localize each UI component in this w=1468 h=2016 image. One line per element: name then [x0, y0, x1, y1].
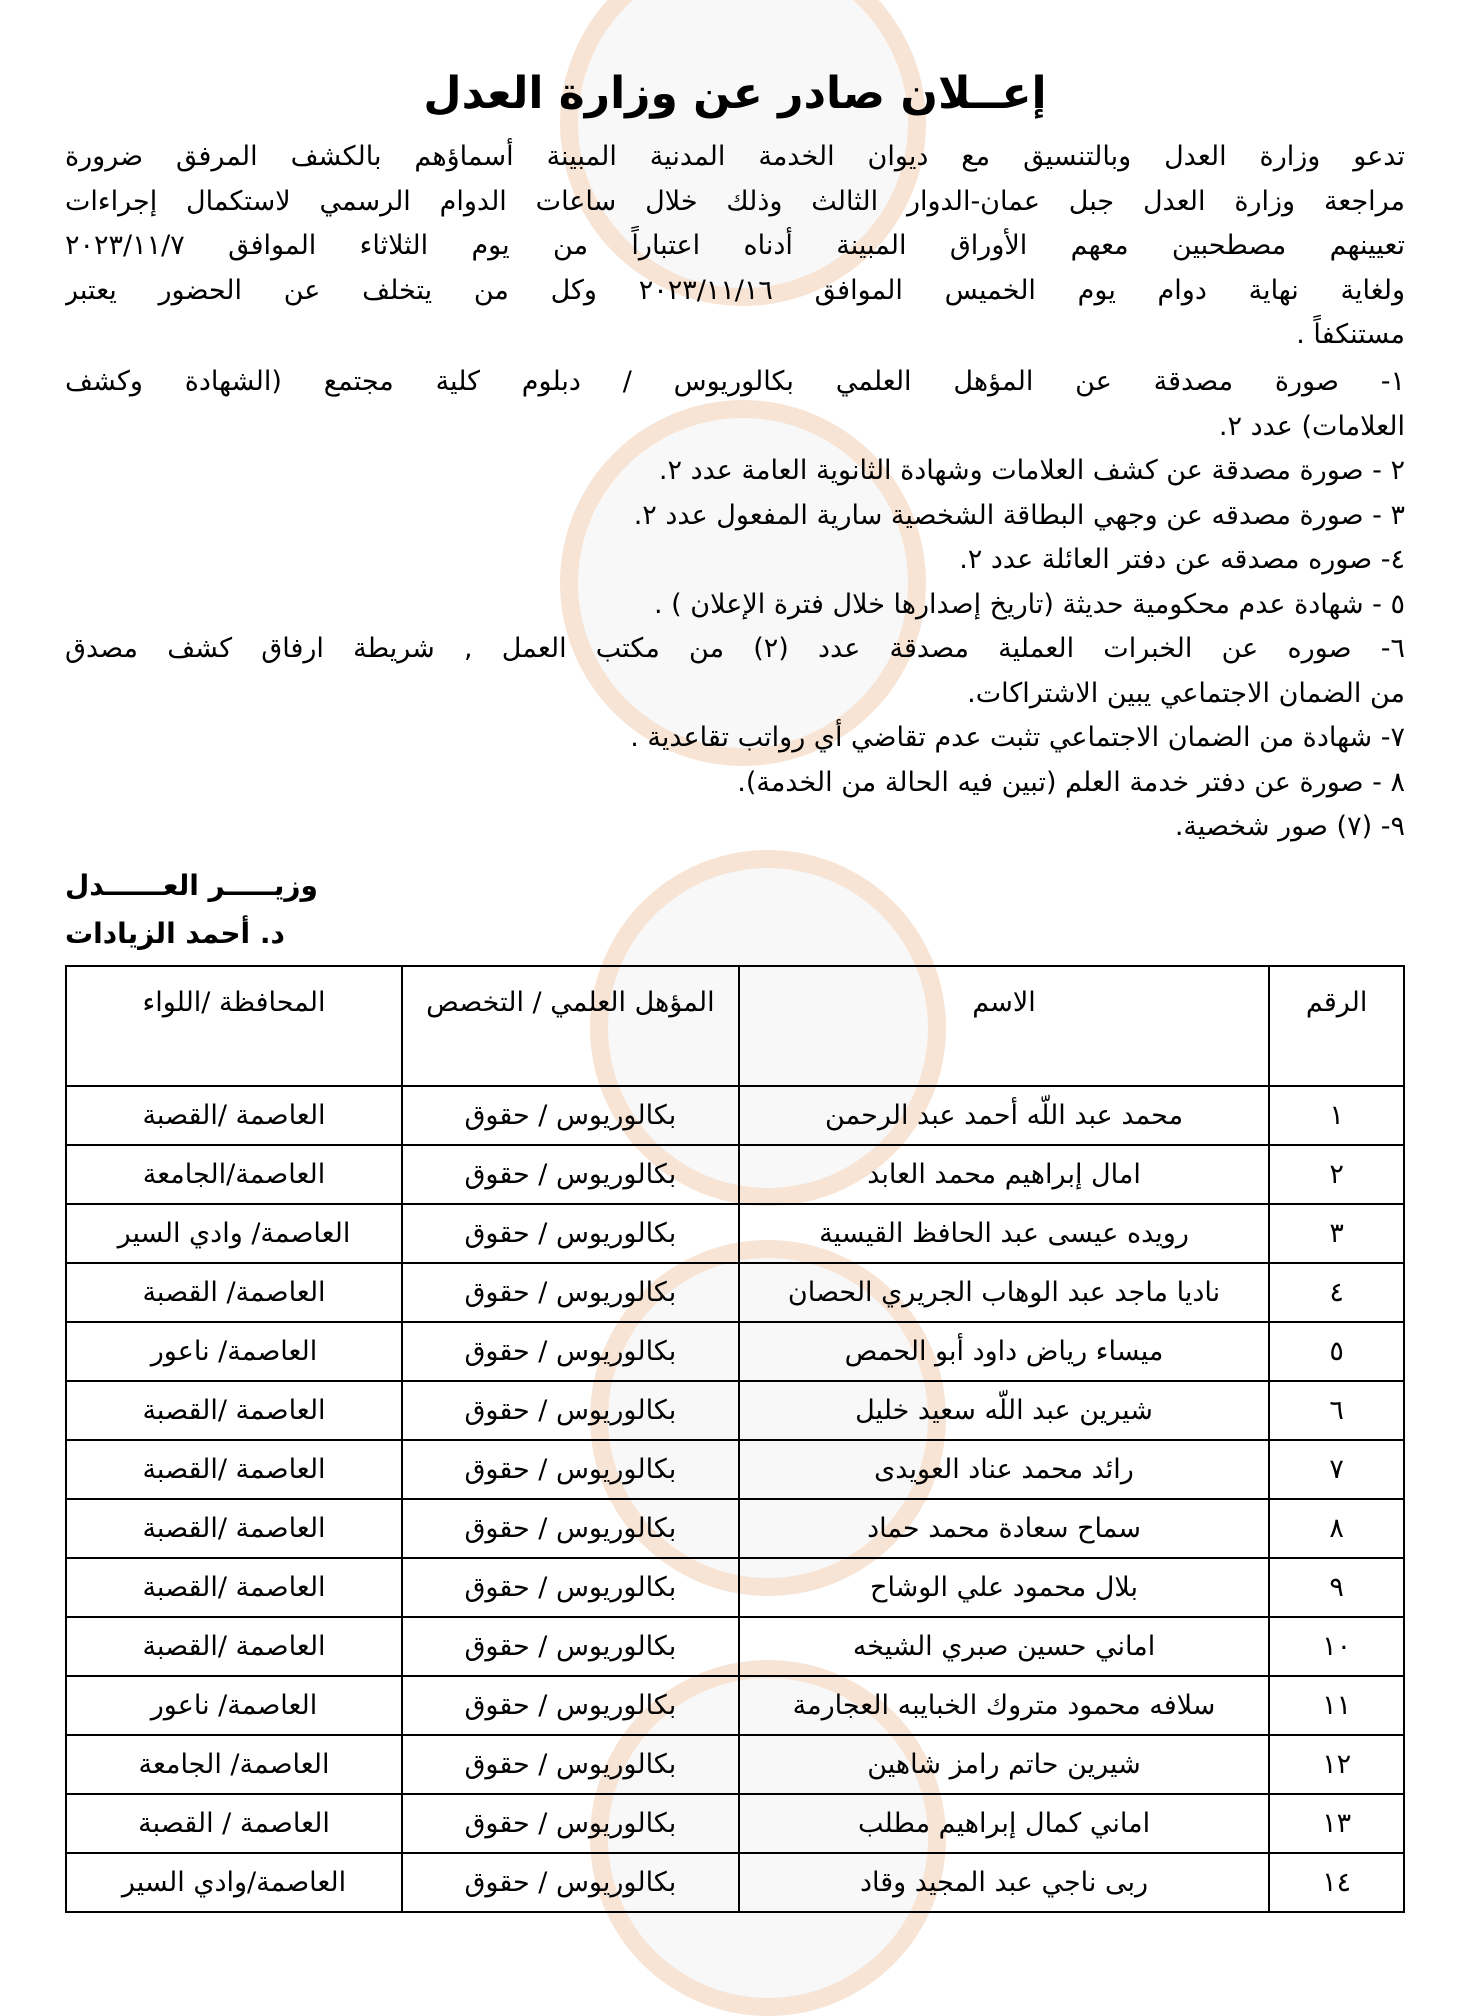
table-row	[66, 1617, 1404, 1676]
table-row	[66, 1499, 1404, 1558]
cell-qualification: بكالوريوس / حقوق	[402, 1322, 739, 1381]
cell-qualification: بكالوريوس / حقوق	[402, 1204, 739, 1263]
table-header-row	[66, 966, 1404, 1086]
intro-line: تعيينهم مصطحبين معهم الأوراق المبينة أدناه اعتباراً من يوم الثلاثاء الموافق ٢٠٢٣/١١/٧	[65, 230, 1405, 261]
cell-number: ١١	[1269, 1676, 1404, 1735]
cell-qualification: بكالوريوس / حقوق	[402, 1853, 739, 1912]
intro-line: مستنكفاً .	[1296, 319, 1405, 350]
cell-qualification: بكالوريوس / حقوق	[402, 1617, 739, 1676]
cell-qualification: بكالوريوس / حقوق	[402, 1440, 739, 1499]
cell-name: اماني كمال إبراهيم مطلب	[739, 1794, 1270, 1853]
table-row	[66, 1853, 1404, 1912]
cell-governorate: العاصمة /القصبة	[66, 1558, 402, 1617]
cell-qualification: بكالوريوس / حقوق	[402, 1794, 739, 1853]
cell-number: ٩	[1269, 1558, 1404, 1617]
minister-name: د. أحمد الزيادات	[65, 917, 285, 950]
requirement-item: ٥ - شهادة عدم محكومية حديثة (تاريخ إصدارها خلال فترة الإعلان ) .	[654, 588, 1405, 620]
cell-number: ٤	[1269, 1263, 1404, 1322]
requirement-item: ٣ - صورة مصدقه عن وجهي البطاقة الشخصية سارية المفعول عدد ٢.	[633, 499, 1405, 531]
requirements-list	[65, 360, 1405, 850]
requirement-item: ٨ - صورة عن دفتر خدمة العلم (تبين فيه الحالة من الخدمة).	[737, 766, 1405, 798]
cell-number: ١٢	[1269, 1735, 1404, 1794]
cell-governorate: العاصمة / القصبة	[66, 1794, 402, 1853]
header-governorate: المحافظة /اللواء	[66, 966, 402, 1086]
cell-name: شيرين حاتم رامز شاهين	[739, 1735, 1270, 1794]
cell-name: بلال محمود علي الوشاح	[739, 1558, 1270, 1617]
cell-number: ١٤	[1269, 1853, 1404, 1912]
cell-name: سماح سعادة محمد حماد	[739, 1499, 1270, 1558]
requirement-item: ٤- صوره مصدقه عن دفتر العائلة عدد ٢.	[959, 544, 1405, 575]
intro-paragraph	[65, 135, 1405, 358]
cell-qualification: بكالوريوس / حقوق	[402, 1735, 739, 1794]
cell-qualification: بكالوريوس / حقوق	[402, 1086, 739, 1145]
table-row	[66, 1558, 1404, 1617]
intro-line: تدعو وزارة العدل وبالتنسيق مع ديوان الخدمة المدنية المبينة أسماؤهم بالكشف المرفق ضرورة	[65, 141, 1405, 172]
cell-governorate: العاصمة/ وادي السير	[66, 1204, 402, 1263]
header-name: الاسم	[739, 966, 1270, 1086]
requirement-item: ٩- (٧) صور شخصية.	[1174, 811, 1405, 842]
cell-governorate: العاصمة/ ناعور	[66, 1322, 402, 1381]
cell-name: سلافه محمود متروك الخبايبه العجارمة	[739, 1676, 1270, 1735]
cell-number: ٧	[1269, 1440, 1404, 1499]
intro-line: ولغاية نهاية دوام يوم الخميس الموافق ٢٠٢٣/١١/١٦ وكل من يتخلف عن الحضور يعتبر	[65, 274, 1405, 306]
cell-qualification: بكالوريوس / حقوق	[402, 1499, 739, 1558]
requirement-item: ١- صورة مصدقة عن المؤهل العلمي بكالوريوس / دبلوم كلية مجتمع (الشهادة وكشف	[65, 366, 1405, 397]
table-row	[66, 1145, 1404, 1204]
table-row	[66, 1676, 1404, 1735]
header-number: الرقم	[1269, 966, 1404, 1086]
appointees-table	[65, 965, 1405, 1913]
cell-name: رويده عيسى عبد الحافظ القيسية	[739, 1204, 1270, 1263]
requirement-item: العلامات) عدد ٢.	[1218, 410, 1405, 442]
requirement-item: ٢ - صورة مصدقة عن كشف العلامات وشهادة الثانوية العامة عدد ٢.	[658, 455, 1405, 486]
cell-number: ٦	[1269, 1381, 1404, 1440]
cell-name: ربى ناجي عبد المجيد وقاد	[739, 1853, 1270, 1912]
cell-governorate: العاصمة/ ناعور	[66, 1676, 402, 1735]
signature-block	[65, 862, 1405, 958]
requirement-item: من الضمان الاجتماعي يبين الاشتراكات.	[967, 677, 1405, 709]
cell-name: شيرين عبد اللّه سعيد خليل	[739, 1381, 1270, 1440]
requirement-item: ٧- شهادة من الضمان الاجتماعي تثبت عدم تقاضي أي رواتب تقاعدية .	[630, 722, 1405, 753]
cell-governorate: العاصمة/ الجامعة	[66, 1735, 402, 1794]
cell-number: ٣	[1269, 1204, 1404, 1263]
header-qualification: المؤهل العلمي / التخصص	[402, 966, 739, 1086]
table-row	[66, 1794, 1404, 1853]
cell-number: ١٣	[1269, 1794, 1404, 1853]
cell-governorate: العاصمة /القصبة	[66, 1499, 402, 1558]
minister-title: وزيـــــر العــــــدل	[65, 869, 318, 902]
cell-governorate: العاصمة /القصبة	[66, 1617, 402, 1676]
cell-name: ميساء رياض داود أبو الحمص	[739, 1322, 1270, 1381]
cell-governorate: العاصمة/ القصبة	[66, 1263, 402, 1322]
table-row	[66, 1322, 1404, 1381]
cell-governorate: العاصمة /القصبة	[66, 1440, 402, 1499]
cell-number: ٢	[1269, 1145, 1404, 1204]
cell-qualification: بكالوريوس / حقوق	[402, 1381, 739, 1440]
table-row	[66, 1086, 1404, 1145]
table-row	[66, 1440, 1404, 1499]
table-row	[66, 1735, 1404, 1794]
cell-name: اماني حسين صبري الشيخه	[739, 1617, 1270, 1676]
table-row	[66, 1381, 1404, 1440]
cell-number: ٨	[1269, 1499, 1404, 1558]
table-row	[66, 1263, 1404, 1322]
cell-number: ١٠	[1269, 1617, 1404, 1676]
cell-name: ناديا ماجد عبد الوهاب الجريري الحصان	[739, 1263, 1270, 1322]
cell-name: محمد عبد اللّه أحمد عبد الرحمن	[739, 1086, 1270, 1145]
cell-name: رائد محمد عناد العويدى	[739, 1440, 1270, 1499]
cell-name: امال إبراهيم محمد العابد	[739, 1145, 1270, 1204]
table-row	[66, 1204, 1404, 1263]
intro-line: مراجعة وزارة العدل جبل عمان-الدوار الثالث وذلك خلال ساعات الدوام الرسمي لاستكمال إجراءات	[65, 185, 1405, 217]
cell-qualification: بكالوريوس / حقوق	[402, 1263, 739, 1322]
cell-qualification: بكالوريوس / حقوق	[402, 1558, 739, 1617]
cell-qualification: بكالوريوس / حقوق	[402, 1676, 739, 1735]
cell-governorate: العاصمة/وادي السير	[66, 1853, 402, 1912]
cell-number: ١	[1269, 1086, 1404, 1145]
cell-number: ٥	[1269, 1322, 1404, 1381]
cell-governorate: العاصمة /القصبة	[66, 1086, 402, 1145]
requirement-item: ٦- صوره عن الخبرات العملية مصدقة عدد (٢) من مكتب العمل , شريطة ارفاق كشف مصدق	[65, 633, 1405, 664]
cell-governorate: العاصمة /القصبة	[66, 1381, 402, 1440]
cell-governorate: العاصمة/الجامعة	[66, 1145, 402, 1204]
page-title: إعــلان صادر عن وزارة العدل	[423, 68, 1047, 119]
cell-qualification: بكالوريوس / حقوق	[402, 1145, 739, 1204]
